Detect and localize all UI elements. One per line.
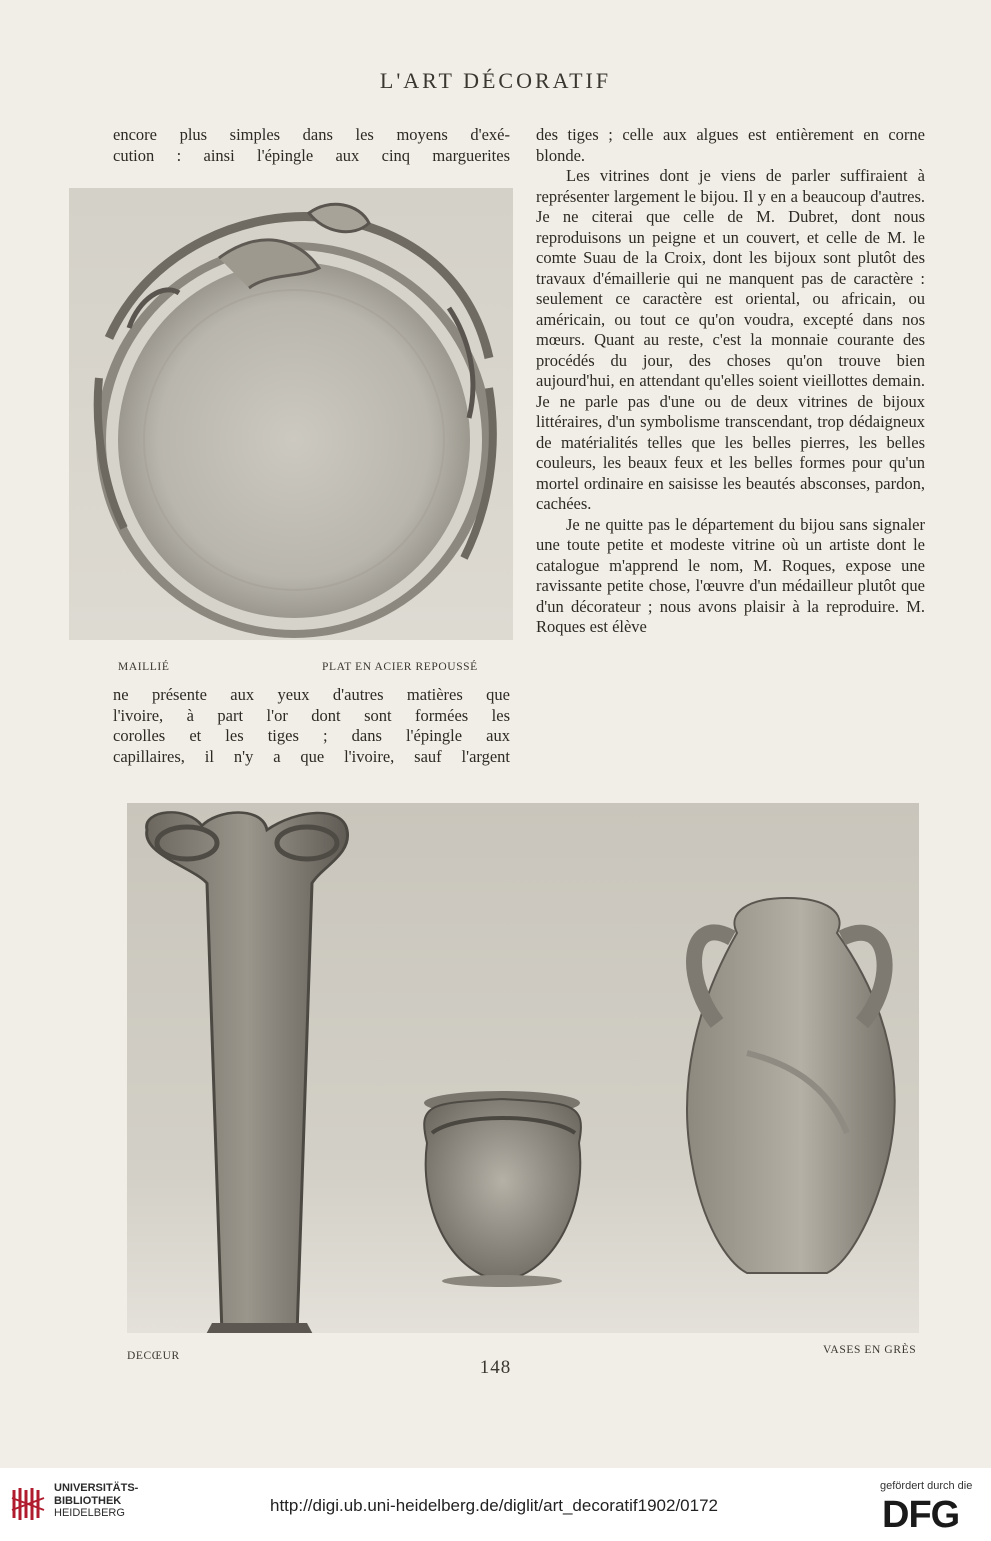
library-line: HEIDELBERG	[54, 1507, 125, 1519]
paragraph: Je ne quitte pas le département du bijou sans signaler une toute petite et modeste vitrine où un artiste dont le catalogue m'apprend le nom, M. Roques, expose une ravissante petite chose, l'œuvre d'un médailleur plutôt que d'un décorateur ; nous avons plaisir à la reproduire. M. Roques est élève	[536, 514, 925, 636]
ub-heidelberg-logo-icon	[10, 1484, 46, 1524]
running-title: L'ART DÉCORATIF	[379, 68, 612, 93]
left-column-bottom	[113, 685, 510, 767]
text-line: ne présente aux yeux d'autres matières que	[113, 685, 510, 704]
plate-caption-artist: MAILLIÉ	[118, 661, 170, 673]
left-column-top	[113, 125, 510, 166]
paragraph: des tiges ; celle aux algues est entièrement en corne blonde.	[536, 125, 925, 165]
library-name	[54, 1482, 138, 1520]
digitization-footer	[0, 1468, 991, 1541]
vases-caption-artist: DECŒUR	[127, 1350, 180, 1362]
permalink-url[interactable]: http://digi.ub.uni-heidelberg.de/diglit/art_decoratif1902/0172	[270, 1496, 718, 1515]
plate-photograph	[69, 188, 513, 640]
text-line: capillaires, il n'y a que l'ivoire, sauf l'argent	[113, 746, 510, 766]
plate-caption-title: PLAT EN ACIER REPOUSSÉ	[322, 661, 478, 673]
library-line: UNIVERSITÄTS-	[54, 1482, 139, 1494]
vases-photograph	[127, 803, 919, 1333]
page-number: 148	[479, 1357, 512, 1378]
paragraph: Les vitrines dont je viens de parler suffiraient à représenter largement le bijou. Il y en a beaucoup d'autres. Je ne citerai que celle de M. Dubret, dont nous reproduisons un peigne et un couvert, et celle de M. le comte Suau de la Croix, dont les bijoux sont plutôt des travaux d'émaillerie qui ne manquent pas de caractère : seulement ce caractère est oriental, ou africain, ou américain, ou tout ce qu'on voudra, excepté dans nos mœurs. Quant au reste, c'est la monnaie courante des procédés du jour, des choses qu'on trouve bien aujourd'hui, en attendant qu'elles soient vieillottes demain. Je ne parle pas d'une ou de deux vitrines de bijoux littéraires, d'un symbolisme transcendant, trop dédaigneux de matérialités telles que les belles pierres, les belles couleurs, les beaux feux et les belles formes pour qu'un mortel ordinaire en saisisse les beautés absconses, pardon, cachées.	[536, 166, 925, 513]
vases-illustration	[127, 803, 919, 1333]
text-line: cution : ainsi l'épingle aux cinq marguerites	[113, 145, 510, 165]
library-line: BIBLIOTHEK	[54, 1494, 122, 1507]
plate-illustration	[69, 188, 513, 640]
funder-name: DFG	[882, 1495, 960, 1531]
text-line: encore plus simples dans les moyens d'exé-	[113, 125, 510, 144]
vases-caption-title: VASES EN GRÈS	[823, 1344, 917, 1356]
text-line: corolles et les tiges ; dans l'épingle aux	[113, 726, 510, 745]
photo-signature: Grand Ecole	[133, 1319, 184, 1330]
right-column	[536, 125, 925, 638]
dfg-logo-icon	[882, 1495, 980, 1531]
text-line: l'ivoire, à part l'or dont sont formées les	[113, 705, 510, 725]
funding-label: gefördert durch die	[880, 1480, 973, 1492]
